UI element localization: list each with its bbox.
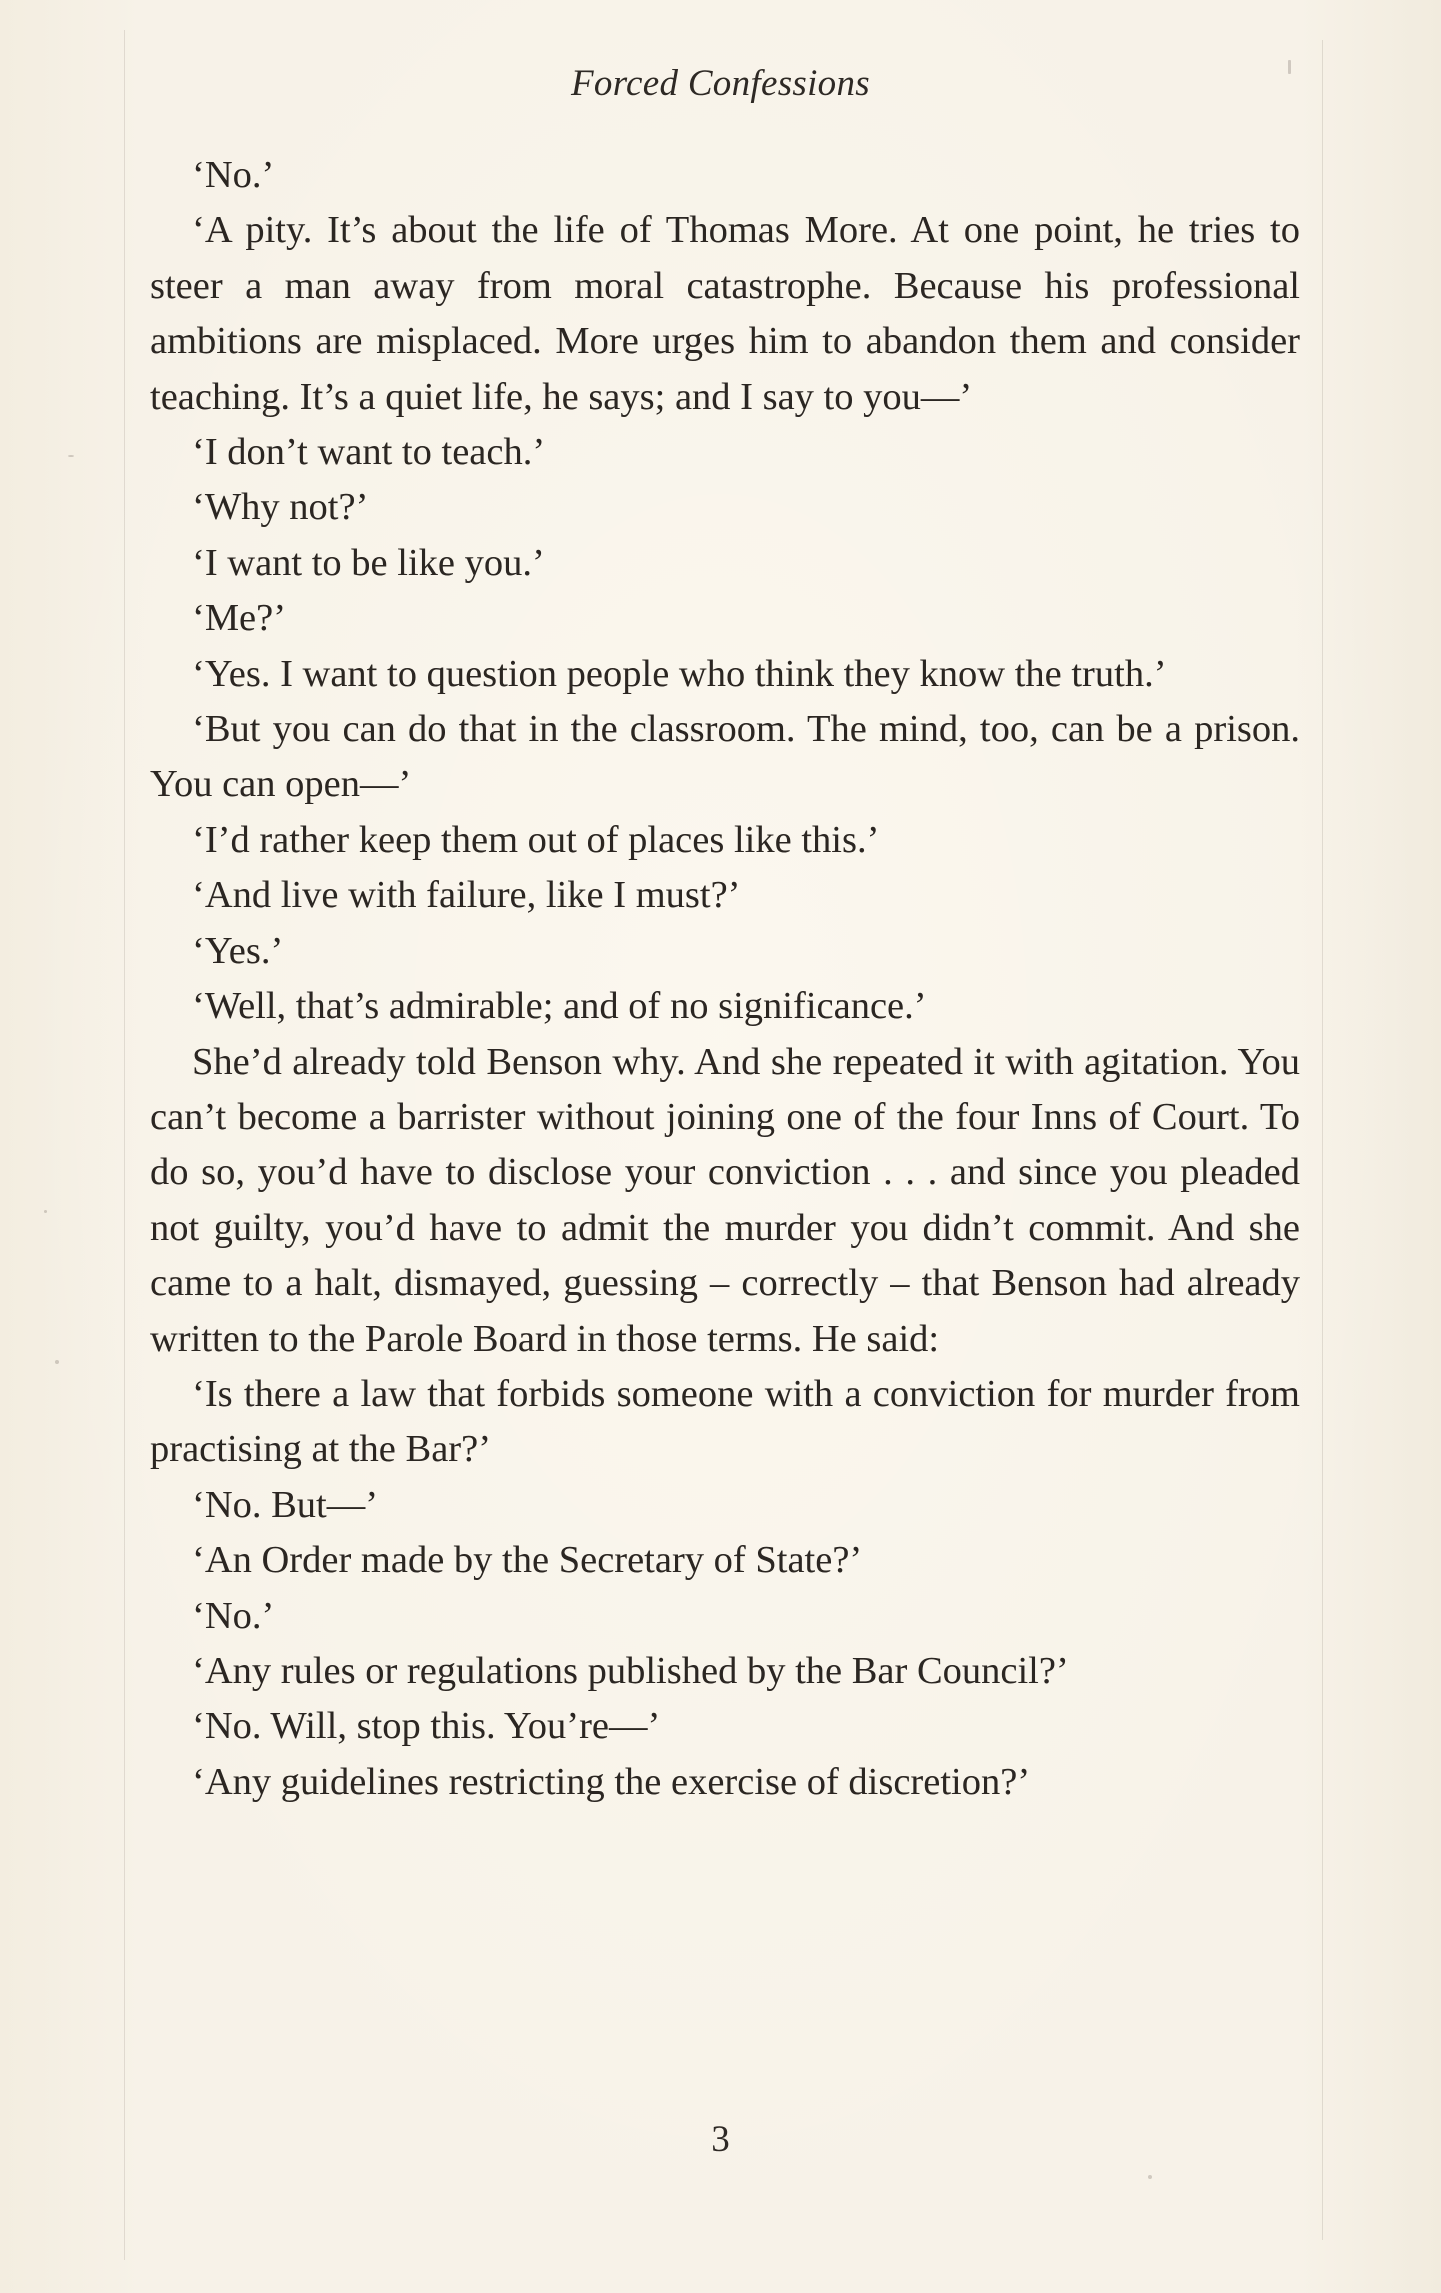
paragraph: ‘Yes.’ [192,929,284,972]
paragraph: ‘A pity. It’s about the life of Thomas More. At one point, he tries to steer a man away from moral catastrophe. Because his professional ambitions are misplaced. More urges him to abandon them and consider teaching. It’s a quiet life, he says; and I say to you—’ [150,209,1300,418]
paragraph: ‘But you can do that in the classroom. The mind, too, can be a prison. You can open—’ [150,708,1300,806]
paragraph: She’d already told Benson why. And she repeated it with agitation. You can’t become a barrister without joining one of the four Inns of Court. To do so, you’d have to disclose your conviction . . . and since you pleaded not guilty, you’d have to admit the murder you didn’t commit. And she came to a halt, dismayed, guessing – correctly – that Benson had already written to the Parole Board in those terms. He said: [150,1040,1300,1360]
paper-speck [1148,2175,1152,2179]
body-text [150,148,1300,1810]
paragraph: ‘I want to be like you.’ [192,541,545,584]
paragraph: ‘No. But—’ [192,1483,379,1526]
paragraph: ‘Is there a law that forbids someone with a conviction for murder from practising at the Bar?’ [150,1372,1300,1471]
paper-crease [1322,40,1323,2240]
paragraph: ‘No.’ [192,154,275,196]
paragraph: ‘Any guidelines restricting the exercise of discretion?’ [192,1760,1031,1803]
paragraph: ‘An Order made by the Secretary of State?’ [192,1539,863,1582]
paper-speck [68,455,74,457]
paper-crease [124,30,125,2260]
paragraph: ‘Well, that’s admirable; and of no significance.’ [192,985,927,1028]
paragraph: ‘Any rules or regulations published by the Bar Council?’ [192,1649,1069,1692]
paragraph: ‘No.’ [192,1594,275,1637]
paragraph: ‘No. Will, stop this. You’re—’ [192,1705,661,1748]
paragraph: ‘Me?’ [192,597,287,640]
paragraph: ‘Why not?’ [192,486,369,529]
paper-speck [44,1210,47,1213]
paragraph: ‘And live with failure, like I must?’ [192,874,741,917]
paper-speck [55,1360,59,1364]
paragraph: ‘Yes. I want to question people who think they know the truth.’ [192,652,1167,695]
paragraph: ‘I’d rather keep them out of places like this.’ [192,818,880,861]
running-head: Forced Confessions [571,63,870,104]
page-number: 3 [711,2119,730,2160]
paragraph: ‘I don’t want to teach.’ [192,431,546,474]
